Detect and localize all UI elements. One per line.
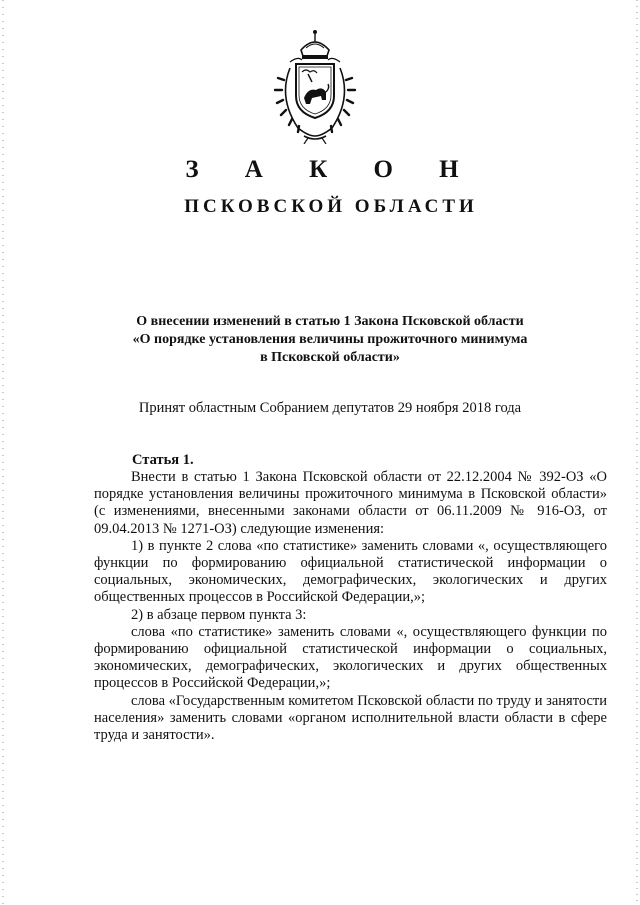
article-paragraph: 2) в абзаце первом пункта 3: [131, 606, 307, 623]
scan-edge-left [2, 0, 4, 905]
article-paragraph: слова «Государственным комитетом Псковской области по труду и занятости населения» заменить словами «органом исполнительной власти области в сфере труда и занятости». [94, 692, 607, 744]
article-paragraph: 1) в пункте 2 слова «по статистике» заменить словами «, осуществляющего функции по формированию официальной статистической информации о социальных, экономических, демографических, экологических и других общественных процессов в Российской Федерации,»; [94, 537, 607, 606]
law-title: З А К О Н [185, 156, 479, 183]
article-paragraph: слова «по статистике» заменить словами «, осуществляющего функции по формированию официальной статистической информации о социальных, экономических, демографических, экологических и других общественных процессов в Российской Федерации,»; [94, 623, 607, 692]
heading-line-3: в Псковской области» [260, 350, 400, 365]
law-subtitle: ПСКОВСКОЙ ОБЛАСТИ [184, 196, 478, 217]
coat-of-arms-icon [268, 28, 362, 144]
heading-line-2: «О порядке установления величины прожиточного минимума [132, 332, 528, 347]
scan-edge-right [636, 0, 638, 905]
article-title: Статья 1. [132, 452, 194, 468]
document-heading [100, 313, 560, 367]
article-body [94, 469, 607, 744]
article-paragraph: Внести в статью 1 Закона Псковской области от 22.12.2004 № 392-ОЗ «О порядке установления величины прожиточного минимума в Псковской области» (с изменениями, внесенными законами области от 06.11.2009 № 916-ОЗ, от 09.04.2013 № 1271-ОЗ) следующие изменения: [94, 469, 607, 537]
heading-line-1: О внесении изменений в статью 1 Закона Псковской области [136, 314, 524, 329]
adoption-note: Принят областным Собранием депутатов 29 ноября 2018 года [138, 400, 522, 416]
